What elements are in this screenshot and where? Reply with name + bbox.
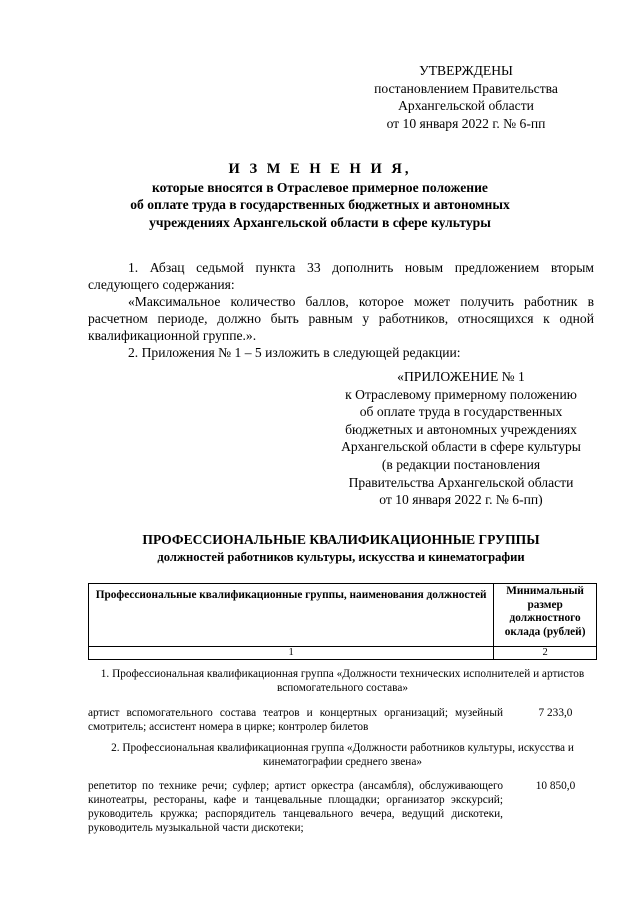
table-row	[88, 706, 597, 736]
body-text	[88, 259, 594, 361]
title-line: об оплате труда в государственных бюджетных и автономных	[130, 197, 510, 212]
salary-table-header	[88, 583, 597, 660]
approval-line: Архангельской области	[398, 98, 534, 113]
approval-line: постановлением Правительства	[374, 80, 558, 96]
appendix-line: Правительства Архангельской области	[348, 474, 574, 490]
paragraph-3: 2. Приложения № 1 – 5 изложить в следующей редакции:	[128, 345, 461, 360]
column-header-salary: Минимальный размер должностного оклада (рублей)	[494, 584, 597, 647]
appendix-line: (в редакции постановления	[381, 456, 541, 472]
position-list: артист вспомогательного состава театров и концертных организаций; музейный смотритель; ассистент номера в цирке; контролер билетов	[88, 707, 503, 733]
table-row	[88, 779, 597, 839]
appendix-title: «ПРИЛОЖЕНИЕ № 1	[397, 369, 525, 384]
appendix-line: Архангельской области в сфере культуры	[341, 439, 581, 455]
document-title	[60, 161, 580, 231]
section-title: ПРОФЕССИОНАЛЬНЫЕ КВАЛИФИКАЦИОННЫЕ ГРУППЫ	[142, 532, 540, 547]
salary-value: 7 233,0	[538, 707, 573, 719]
appendix-header	[322, 368, 600, 509]
approval-block	[370, 62, 562, 132]
appendix-line: об оплате труда в государственных	[359, 404, 563, 420]
paragraph-1: 1. Абзац седьмой пункта 33 дополнить новым предложением вторым следующего содержания:	[88, 260, 594, 292]
column-header-groups: Профессиональные квалификационные группы, наименования должностей	[89, 584, 494, 647]
title-word: И З М Е Н Е Н И Я,	[228, 161, 412, 177]
section-subtitle: должностей работников культуры, искусства и кинематографии	[157, 550, 525, 564]
title-line: которые вносятся в Отраслевое примерное положение	[152, 179, 488, 195]
paragraph-2: «Максимальное количество баллов, которое может получить работник в расчетном периоде, должно быть равным у работников, относящихся к одной квалификационной группе.».	[88, 294, 594, 343]
salary-value: 10 850,0	[535, 780, 576, 792]
appendix-line: от 10 января 2022 г. № 6-пп)	[379, 492, 543, 508]
section-heading	[88, 531, 594, 566]
title-line: учреждениях Архангельской области в сфере культуры	[149, 214, 491, 230]
column-number: 1	[89, 647, 494, 660]
approval-date: от 10 января 2022 г. № 6-пп	[386, 115, 546, 131]
group-title: 1. Профессиональная квалификационная группа «Должности технических исполнителей и артистов вспомогательного состава»	[100, 668, 585, 694]
group-title: 2. Профессиональная квалификационная группа «Должности работников культуры, искусства и кинематографии среднего звена»	[111, 742, 574, 768]
appendix-line: бюджетных и автономных учреждениях	[345, 421, 577, 437]
position-list: репетитор по технике речи; суфлер; артист оркестра (ансамбля), обслуживающего кинотеатры, рестораны, кафе и танцевальные площадки; организатор экскурсий; руководитель кружка; распорядитель танцевального вечера, ведущий дискотеки, руководитель музыкальной части дискотеки;	[88, 780, 503, 834]
column-number: 2	[494, 647, 597, 660]
appendix-line: к Отраслевому примерному положению	[345, 386, 577, 402]
approval-heading: УТВЕРЖДЕНЫ	[419, 63, 513, 78]
